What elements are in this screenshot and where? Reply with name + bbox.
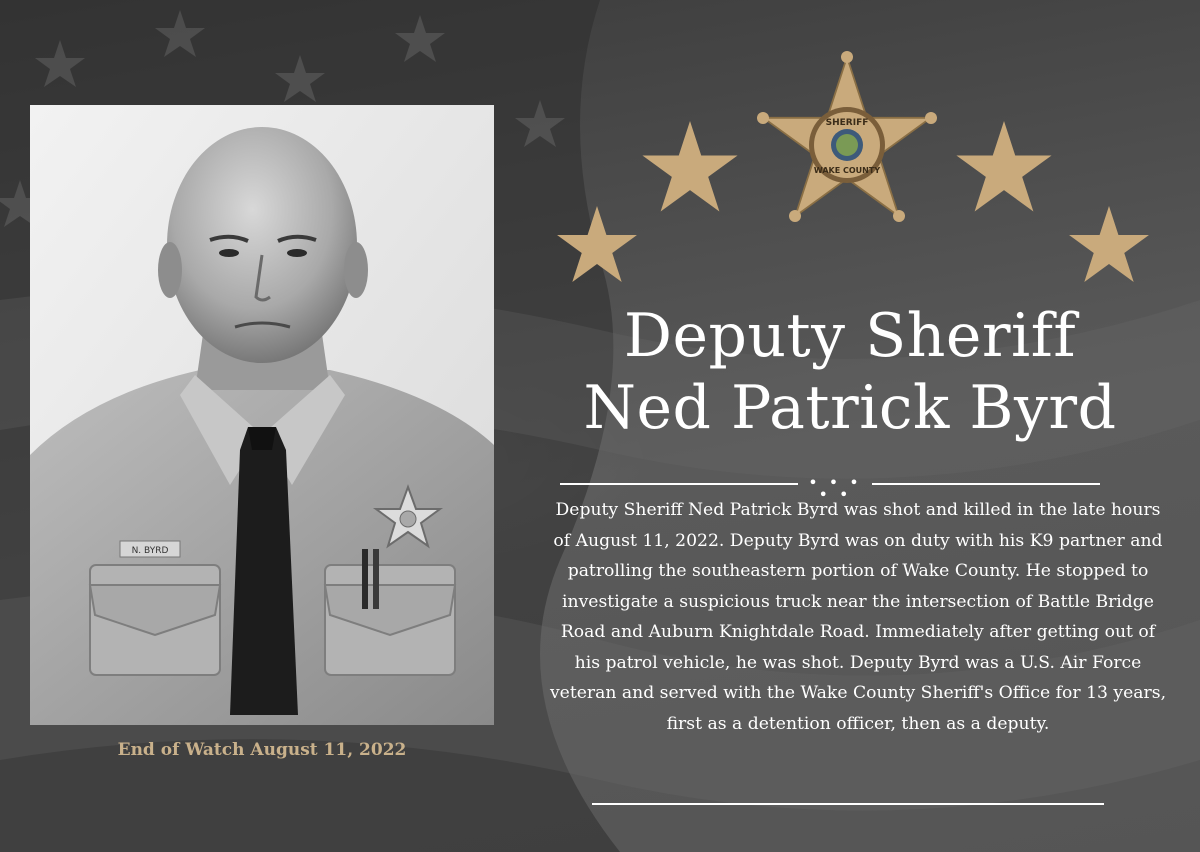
bottom-divider [592, 803, 1104, 805]
stars-and-badge [530, 45, 1170, 305]
sheriff-badge-icon [757, 51, 937, 222]
title-divider: • • • • • [560, 477, 1100, 489]
gold-star-icon [557, 206, 637, 282]
memorial-description: Deputy Sheriff Ned Patrick Byrd was shot and killed in the late hours of August 11, 2022. Deputy Byrd was on duty with his K9 partner and patrolling the southeastern portion of Wake County. He stopped to investigate a suspicious truck near the intersection of Battle Bridge Road and Auburn Knightdale Road. Immediately after getting out of his patrol vehicle, he was shot. Deputy Byrd was a U.S. Air Force veteran and served with the Wake County Sheriff's Office for 13 years, first as a detention officer, then as a deputy. [549, 500, 1167, 734]
end-of-watch-caption: End of Watch August 11, 2022 [117, 740, 407, 760]
badge-top-text: SHERIFF [825, 118, 869, 128]
gold-star-icon [956, 121, 1051, 211]
title-line-2: Ned Patrick Byrd [583, 373, 1117, 443]
name-tag-text: N. BYRD [131, 546, 169, 556]
deputy-portrait [30, 105, 494, 725]
memorial-title [530, 300, 1170, 444]
badge-bottom-text: WAKE COUNTY [813, 166, 881, 175]
title-line-1: Deputy Sheriff [623, 301, 1077, 371]
gold-star-icon [1069, 206, 1149, 282]
gold-star-icon [642, 121, 737, 211]
